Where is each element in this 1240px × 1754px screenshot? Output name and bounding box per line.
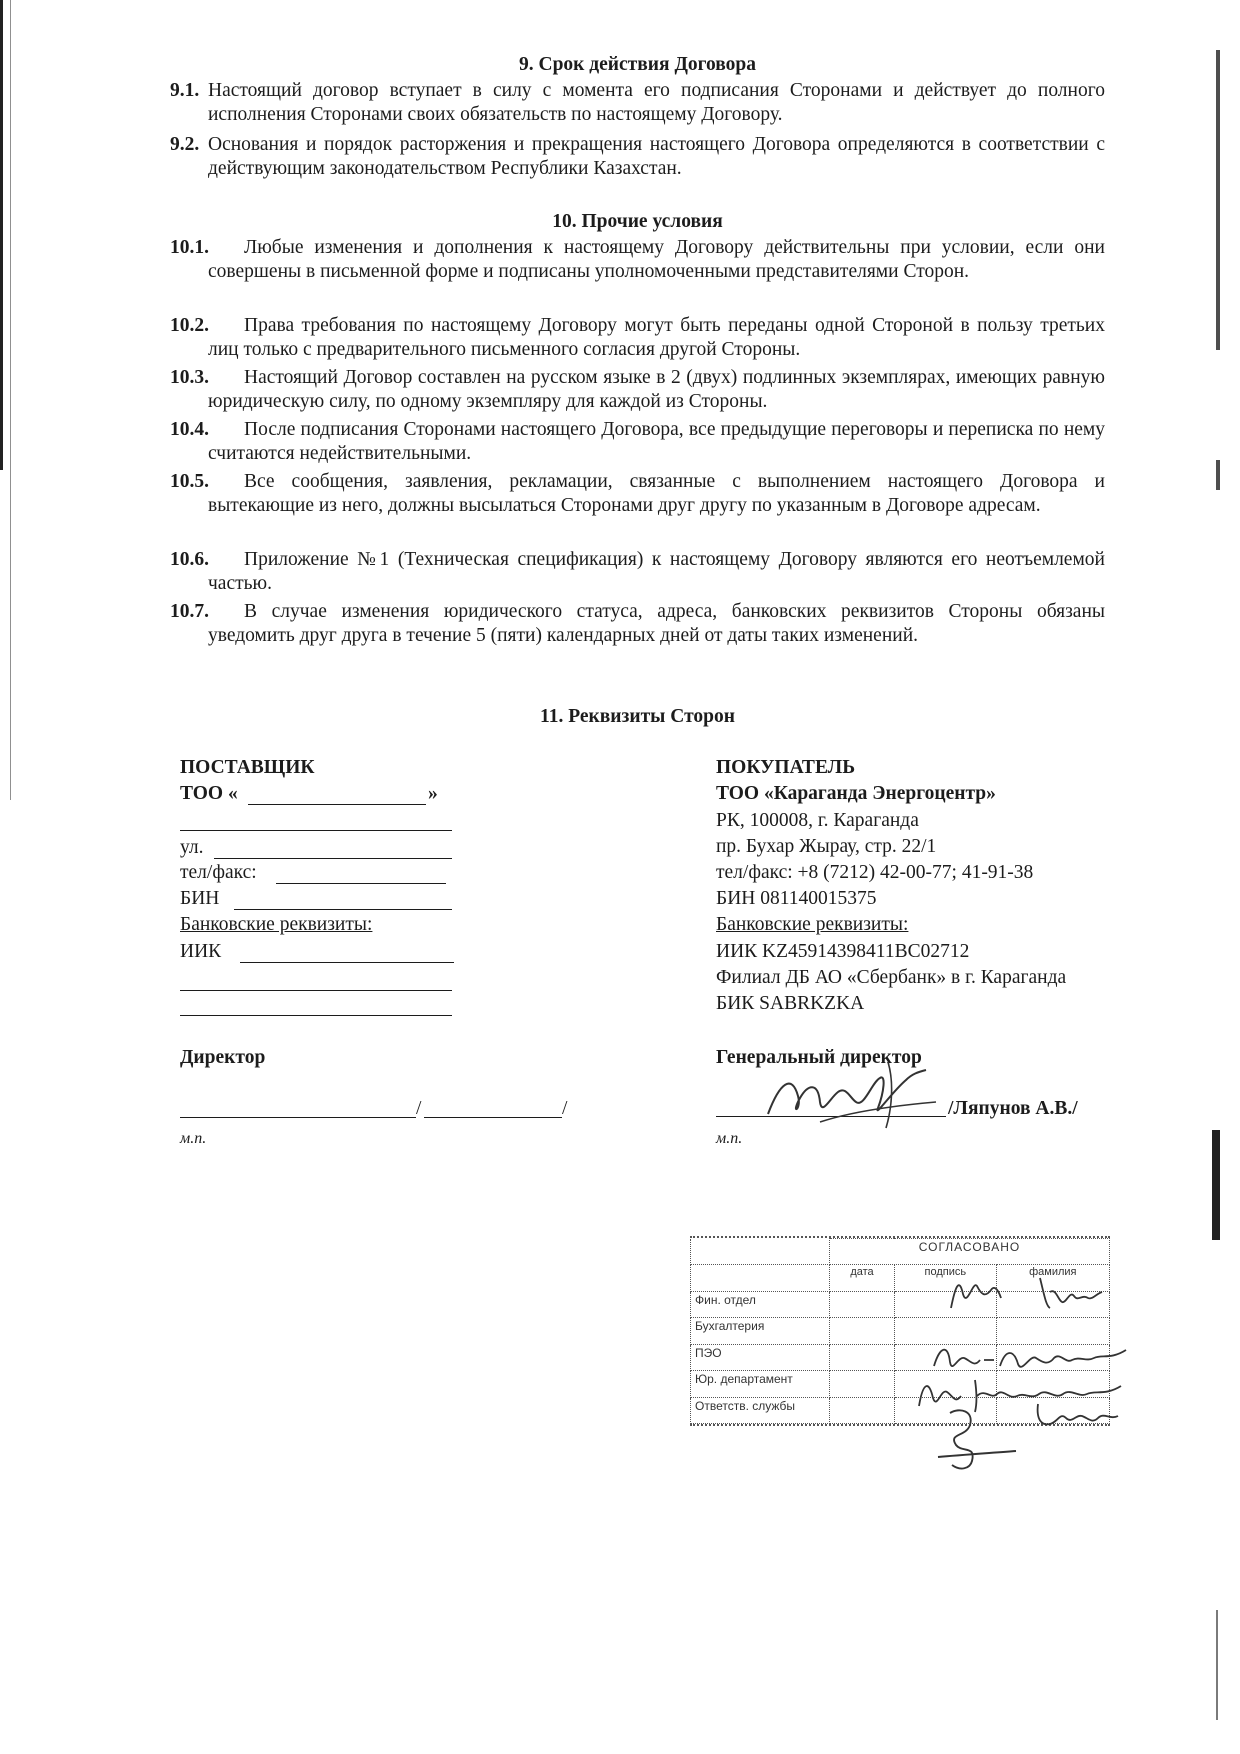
fin-dept-signature [945,1268,1005,1314]
buyer-iik: ИИК KZ45914398411BC02712 [716,941,970,962]
scan-margin-bar-right [1212,1130,1220,1240]
clause-10-3 [170,366,1105,414]
buyer-address-line-1: РК, 100008, г. Караганда [716,810,919,831]
scan-margin-line-right [1216,1610,1218,1720]
supplier-street-blank [214,858,452,859]
clause-10-7 [170,600,1105,648]
cell-date [830,1397,895,1423]
clause-10-1 [170,236,1105,284]
scan-margin-line [10,0,11,800]
row-accounting: Бухгалтерия [691,1318,830,1344]
cell-date [830,1371,895,1397]
cell-date [830,1344,895,1370]
clause-number: 10.3. [170,367,209,388]
supplier-org-prefix: ТОО « [180,783,238,804]
supplier-sign-separator: / [416,1098,422,1119]
clause-number: 10.4. [170,419,209,440]
supplier-bin-label: БИН [180,888,220,909]
buyer-heading: ПОКУПАТЕЛЬ [716,757,856,778]
supplier-bank-label: Банковские реквизиты: [180,914,373,935]
cell-date [830,1318,895,1344]
supplier-iik-label: ИИК [180,941,222,962]
buyer-phone: тел/факс: +8 (7212) 42-00-77; 41-91-38 [716,862,1034,883]
supplier-org-suffix: » [428,783,438,804]
cell-date [830,1291,895,1317]
clause-10-4 [170,418,1105,466]
buyer-address-line-2: пр. Бухар Жырау, стр. 22/1 [716,836,937,857]
supplier-signature-line [180,1117,416,1118]
column-date: дата [830,1265,895,1291]
buyer-bin: БИН 081140015375 [716,888,877,909]
clause-text: В случае изменения юридического статуса, адреса, банковских реквизитов Стороны обязаны уведомить друг друга в течение 5 (пяти) календарных дней от даты таких изменений. [208,601,1105,646]
clause-number: 9.1. [170,80,200,101]
buyer-stamp-place: м.п. [716,1130,743,1147]
clause-number: 10.2. [170,315,209,336]
row-peo: ПЭО [691,1344,830,1370]
supplier-blank-line [180,990,452,991]
buyer-bank-label: Банковские реквизиты: [716,914,909,935]
clause-10-5 [170,470,1105,518]
buyer-signer-title: Генеральный директор [716,1047,922,1068]
clause-number: 9.2. [170,134,200,155]
supplier-bin-blank [234,909,452,910]
row-responsible-services: Ответств. службы [691,1397,830,1423]
supplier-phone-blank [276,883,446,884]
buyer-bank-branch: Филиал ДБ АО «Сбербанк» в г. Караганда [716,967,1067,988]
supplier-org-blank [248,804,426,805]
director-signature [760,1052,940,1132]
clause-text: Настоящий договор вступает в силу с момента его подписания Сторонами и действует до полного исполнения Сторонами своих обязательств по настоящему Договору. [208,80,1105,125]
fin-dept-surname-handwritten [1036,1272,1106,1312]
row-fin-dept: Фин. отдел [691,1291,830,1317]
responsible-services-surname-handwritten [1030,1394,1120,1434]
clause-9-2 [170,133,1105,181]
approval-title: СОГЛАСОВАНО [830,1239,1110,1265]
supplier-name-line [424,1117,562,1118]
supplier-sign-separator: / [562,1098,568,1119]
supplier-heading: ПОСТАВЩИК [180,757,315,778]
section-10-title: 10. Прочие условия [552,211,723,232]
scan-margin-bar-right [1216,460,1220,490]
clause-text: После подписания Сторонами настоящего Договора, все предыдущие переговоры и переписка по нему считаются недействительными. [208,419,1105,464]
column-signature: подпись [894,1265,996,1291]
clause-number: 10.7. [170,601,209,622]
clause-number: 10.1. [170,237,209,258]
supplier-blank-line [180,1015,452,1016]
clause-number: 10.5. [170,471,209,492]
clause-9-1 [170,79,1105,127]
clause-text: Права требования по настоящему Договору могут быть переданы одной Стороной в пользу третьих лиц только с предварительного письменного согласия другой Стороны. [208,315,1105,360]
scan-margin-bar-right [1216,50,1220,350]
buyer-org: ТОО «Караганда Энергоцентр» [716,783,996,804]
supplier-phone-label: тел/факс: [180,862,257,883]
supplier-iik-blank [240,962,454,963]
clause-text: Приложение №1 (Техническая спецификация) к настоящему Договору являются его неотъемлемой частью. [208,549,1105,594]
clause-10-2 [170,314,1105,362]
supplier-street-label: ул. [180,837,204,858]
buyer-bik: БИК SABRKZKA [716,993,865,1014]
clause-number: 10.6. [170,549,209,570]
supplier-signer-title: Директор [180,1047,266,1068]
clause-10-6 [170,548,1105,596]
clause-text: Настоящий Договор составлен на русском языке в 2 (двух) подлинных экземплярах, имеющих равную юридическую силу, по одному экземпляру для каждой из Стороны. [208,367,1105,412]
row-legal-dept: Юр. департамент [691,1371,830,1397]
supplier-blank-line [180,830,452,831]
supplier-stamp-place: м.п. [180,1130,207,1147]
responsible-services-signature [930,1405,1020,1475]
section-11-title: 11. Реквизиты Сторон [540,706,735,727]
clause-text: Все сообщения, заявления, рекламации, связанные с выполнением настоящего Договора и вытекающие из него, должны высылаться Сторонами друг другу по указанным в Договоре адресам. [208,471,1105,516]
stamp-corner [691,1265,830,1291]
column-surname: фамилия [996,1265,1109,1291]
section-9-title: 9. Срок действия Договора [518,54,756,75]
scan-margin-bar [0,0,3,470]
stamp-corner [691,1239,830,1265]
buyer-signer-name: /Ляпунов А.В./ [948,1098,1078,1119]
clause-text: Любые изменения и дополнения к настоящему Договору действительны при условии, если они совершены в письменной форме и подписаны уполномоченными представителями Сторон. [208,237,1105,282]
clause-text: Основания и порядок расторжения и прекращения настоящего Договора определяются в соответствии с действующим законодательством Республики Казахстан. [208,134,1105,179]
